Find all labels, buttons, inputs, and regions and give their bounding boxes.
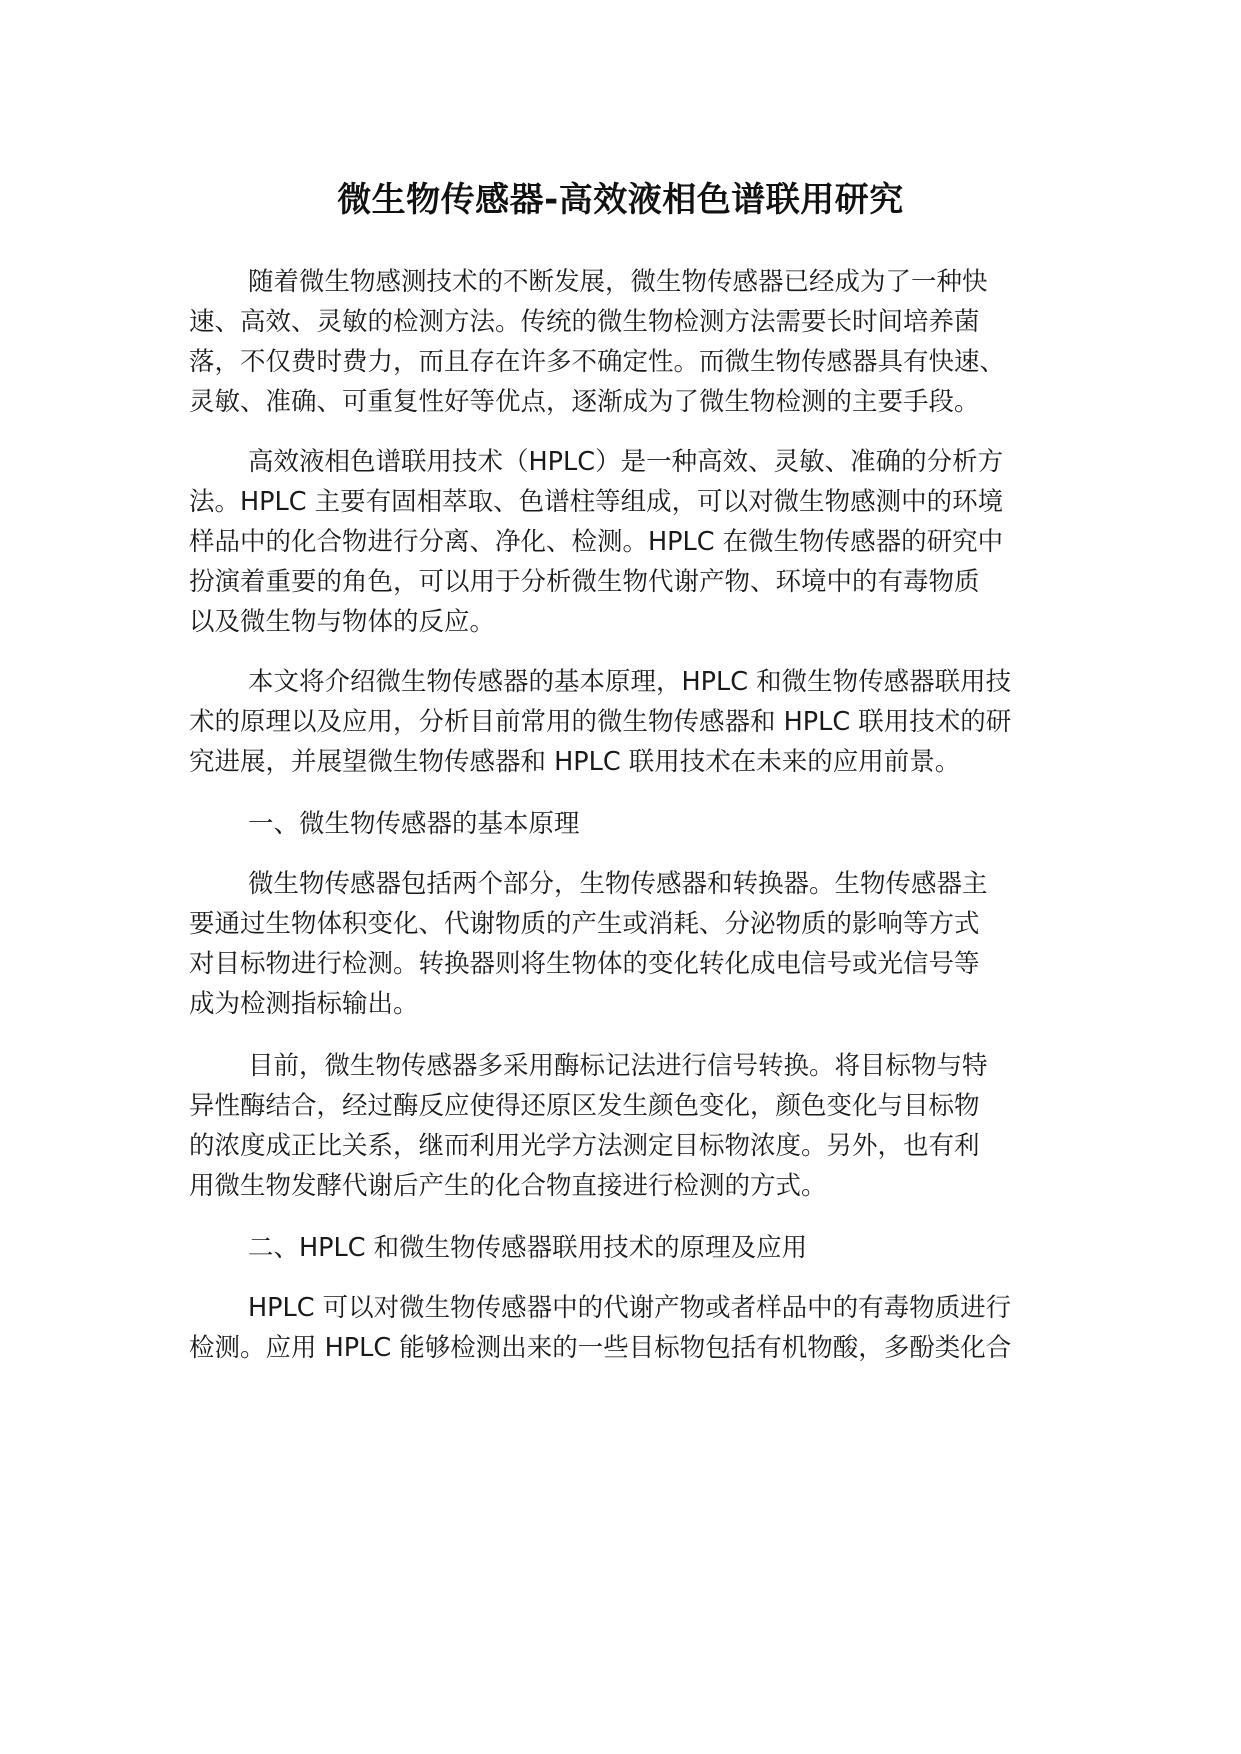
paragraph-3-line-1: 本文将介绍微生物传感器的基本原理，HPLC 和微生物传感器联用技: [248, 667, 1012, 697]
section-heading-1: 一、微生物传感器的基本原理: [248, 809, 580, 839]
paragraph-6-line-1: HPLC 可以对微生物传感器中的代谢产物或者样品中的有毒物质进行: [248, 1293, 1012, 1323]
paragraph-5-line-2: 异性酶结合，经过酶反应使得还原区发生颜色变化，颜色变化与目标物: [189, 1091, 980, 1121]
paragraph-4-line-3: 对目标物进行检测。转换器则将生物体的变化转化成电信号或光信号等: [189, 949, 980, 979]
paragraph-5-line-1: 目前，微生物传感器多采用酶标记法进行信号转换。将目标物与特: [248, 1051, 988, 1081]
paragraph-2-line-2: 法。HPLC 主要有固相萃取、色谱柱等组成，可以对微生物感测中的环境: [189, 487, 1004, 517]
paragraph-4-line-1: 微生物传感器包括两个部分，生物传感器和转换器。生物传感器主: [248, 869, 988, 899]
paragraph-3-line-3: 究进展，并展望微生物传感器和 HPLC 联用技术在未来的应用前景。: [189, 747, 961, 777]
paragraph-5-line-3: 的浓度成正比关系，继而利用光学方法测定目标物浓度。另外，也有利: [189, 1131, 980, 1161]
paragraph-4-line-4: 成为检测指标输出。: [189, 989, 419, 1019]
section-heading-2: 二、HPLC 和微生物传感器联用技术的原理及应用: [248, 1233, 808, 1263]
paragraph-2-line-4: 扮演着重要的角色，可以用于分析微生物代谢产物、环境中的有毒物质: [189, 567, 980, 597]
paragraph-3-line-2: 术的原理以及应用，分析目前常用的微生物传感器和 HPLC 联用技术的研: [189, 707, 1012, 737]
paragraph-1-line-2: 速、高效、灵敏的检测方法。传统的微生物检测方法需要长时间培养菌: [189, 307, 980, 337]
paragraph-2-line-5: 以及微生物与物体的反应。: [189, 607, 496, 637]
paragraph-1-line-4: 灵敏、准确、可重复性好等优点，逐渐成为了微生物检测的主要手段。: [189, 387, 980, 417]
paragraph-4-line-2: 要通过生物体积变化、代谢物质的产生或消耗、分泌物质的影响等方式: [189, 909, 980, 939]
document-title: 微生物传感器-高效液相色谱联用研究: [337, 180, 904, 220]
paragraph-1-line-3: 落，不仅费时费力，而且存在许多不确定性。而微生物传感器具有快速、: [189, 347, 1006, 377]
paragraph-6-line-2: 检测。应用 HPLC 能够检测出来的一些目标物包括有机物酸，多酚类化合: [189, 1333, 1012, 1363]
paragraph-5-line-4: 用微生物发酵代谢后产生的化合物直接进行检测的方式。: [189, 1171, 827, 1201]
paragraph-1-line-1: 随着微生物感测技术的不断发展，微生物传感器已经成为了一种快: [248, 267, 988, 297]
paragraph-2-line-3: 样品中的化合物进行分离、净化、检测。HPLC 在微生物传感器的研究中: [189, 527, 1004, 557]
paragraph-2-line-1: 高效液相色谱联用技术（HPLC）是一种高效、灵敏、准确的分析方: [248, 447, 1004, 477]
